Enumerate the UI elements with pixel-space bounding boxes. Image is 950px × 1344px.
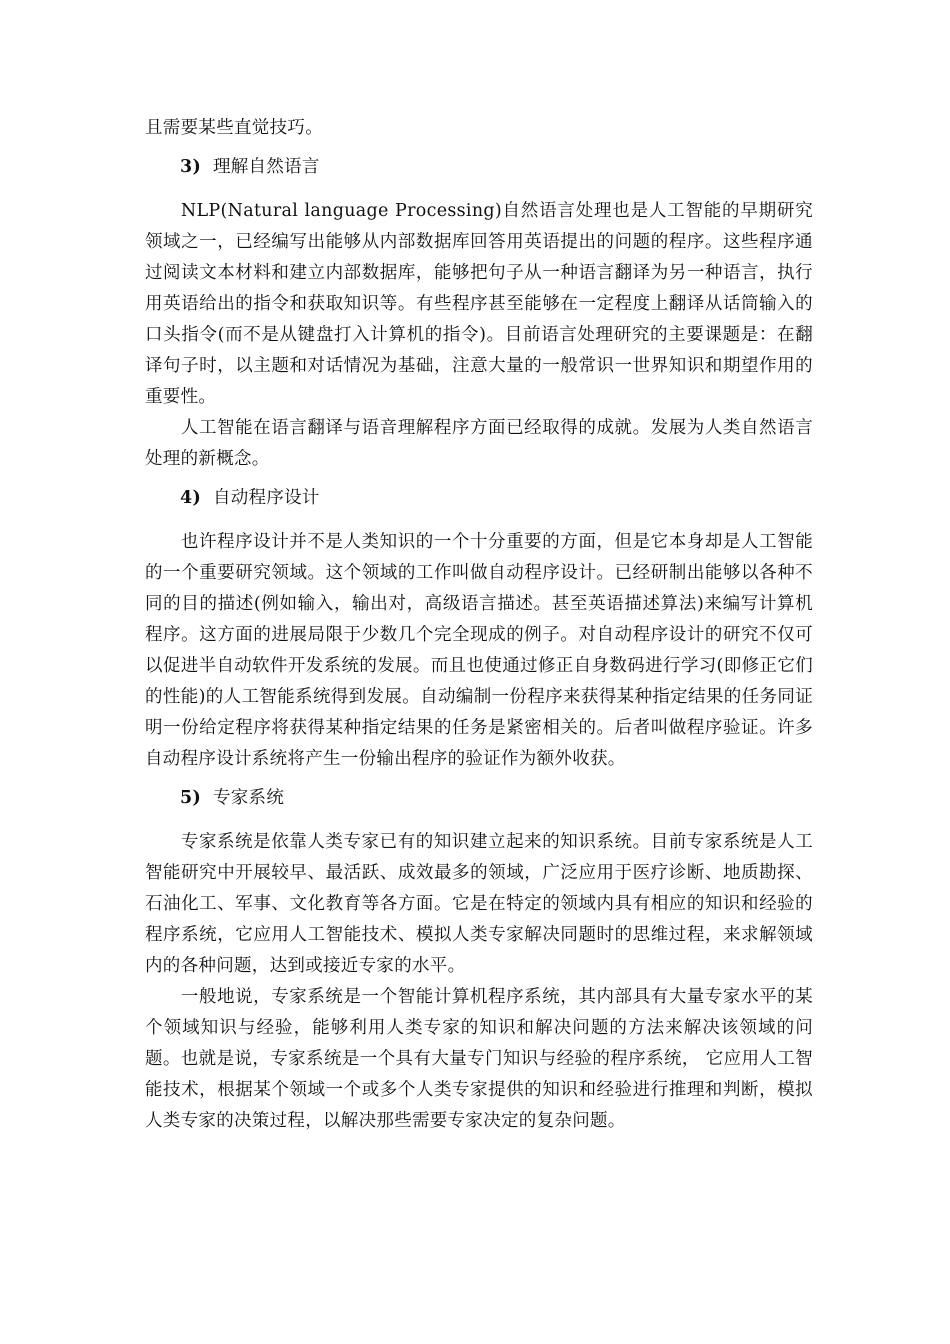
section-3-title: 理解自然语言: [212, 157, 320, 177]
section-5-heading: [145, 783, 813, 814]
section-3-number: 3): [180, 157, 202, 177]
section-3-heading: [145, 152, 813, 183]
section-4-paragraph-1: 也许程序设计并不是人类知识的一个十分重要的方面，但是它本身却是人工智能的一个重要研究领域。这个领域的工作叫做自动程序设计。已经研制出能够以各种不同的目的描述(例如输入，输出对，高级语言描述。甚至英语描述算法)来编写计算机程序。这方面的进展局限于少数几个完全现成的例子。对自动程序设计的研究不仅可以促进半自动软件开发系统的发展。而且也使通过修正自身数码进行学习(即修正它们的性能)的人工智能系统得到发展。自动编制一份程序来获得某种指定结果的任务同证明一份给定程序将获得某种指定结果的任务是紧密相关的。后者叫做程序验证。许多自动程序设计系统将产生一份输出程序的验证作为额外收获。: [145, 532, 813, 769]
section-4-title: 自动程序设计: [212, 488, 320, 508]
section-3-paragraph-1: NLP(Natural language Processing)自然语言处理也是人工智能的早期研究领域之一，已经编写出能够从内部数据库回答用英语提出的问题的程序。这些程序通过阅读文本材料和建立内部数据库，能够把句子从一种语言翻译为另一种语言，执行用英语给出的指令和获取知识等。有些程序甚至能够在一定程度上翻译从话筒输入的口头指令(而不是从键盘打入计算机的指令)。目前语言处理研究的主要课题是：在翻译句子时，以主题和对话情况为基础，注意大量的一般常识一世界知识和期望作用的重要性。: [145, 201, 813, 407]
section-4-number: 4): [180, 488, 202, 508]
document-body: [145, 113, 813, 1137]
opening-paragraph: 且需要某些直觉技巧。: [145, 118, 323, 138]
section-5-paragraph-1: 专家系统是依靠人类专家已有的知识建立起来的知识系统。目前专家系统是人工智能研究中开展较早、最活跃、成效最多的领域，广泛应用于医疗诊断、地质勘探、石油化工、军事、文化教育等各方面。它是在特定的领域内具有相应的知识和经验的程序系统，它应用人工智能技术、模拟人类专家解决同题时的思维过程，来求解领域内的各种问题，达到或接近专家的水平。: [145, 832, 813, 976]
section-5-title: 专家系统: [212, 788, 285, 808]
section-5-number: 5): [180, 788, 202, 808]
section-5-paragraph-2: 一般地说，专家系统是一个智能计算机程序系统，其内部具有大量专家水平的某个领域知识与经验，能够利用人类专家的知识和解决问题的方法来解决该领域的问题。也就是说，专家系统是一个具有大量专门知识与经验的程序系统， 它应用人工智能技术，根据某个领域一个或多个人类专家提供的知识和经验进行推理和判断，模拟人类专家的决策过程，以解决那些需要专家决定的复杂问题。: [145, 987, 813, 1131]
section-3-paragraph-2: 人工智能在语言翻译与语音理解程序方面已经取得的成就。发展为人类自然语言处理的新概念。: [145, 418, 813, 469]
section-4-heading: [145, 483, 813, 514]
